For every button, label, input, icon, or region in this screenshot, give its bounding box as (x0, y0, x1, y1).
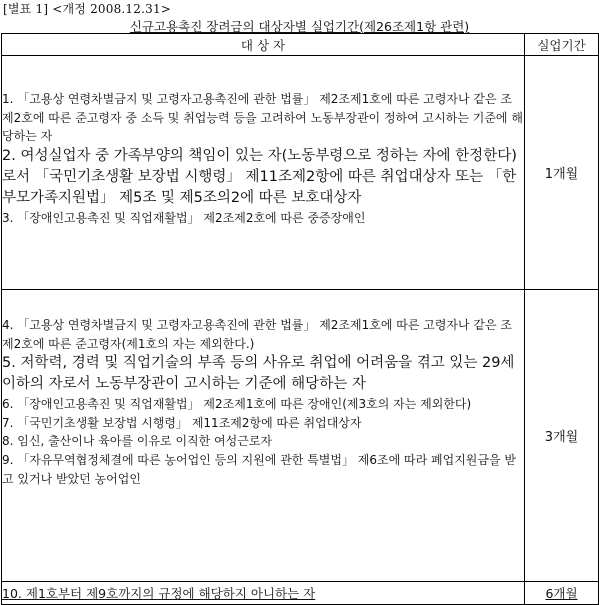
list-item: 9. 「자유무역협정체결에 따른 농어업인 등의 지원에 관한 특별법」 제6조에 따라 폐업지원금을 받고 있거나 받았던 농어업인 (2, 452, 516, 486)
list-item: 8. 임신, 출산이나 육아를 이유로 이직한 여성근로자 (2, 434, 273, 449)
appendix-tag: [별표 1] (3, 2, 49, 16)
list-item: 5. 저학력, 경력 및 직업기술의 부족 등의 사유로 취업에 어려움을 겪고 있는 29세 이하의 자로서 노동부장관이 고시하는 기준에 해당하는 자 (2, 355, 515, 393)
appendix-header (3, 0, 171, 17)
list-item: 1. 「고용상 연령차별금지 및 고령자고용촉진에 관한 법률」 제2조제1호에 따른 고령자나 같은 조 제2호에 따른 준고령자 중 소득 및 취업능력 등을 고려하여 노동부장관이 정하여 고시하는 기준에 해당하는 자 (2, 92, 523, 144)
eligibility-table (1, 33, 599, 605)
document-title: 신규고용촉진 장려금의 대상자별 실업기간(제26조제1항 관련) (129, 19, 470, 34)
table-row (2, 582, 599, 605)
list-item: 3. 「장애인고용촉진 및 직업재활법」 제2조제2호에 따른 중증장애인 (2, 210, 366, 225)
list-item: 7. 「국민기초생활 보장법 시행령」 제11조제2항에 따른 취업대상자 (2, 415, 362, 430)
table-row (2, 290, 599, 582)
list-item: 2. 여성실업자 중 가족부양의 책임이 있는 자(노동부령으로 정하는 자에 한정한다)로서 「국민기초생활 보장법 시행령」 제11조제2항에 따른 취업대상자 또는 「한부모가족지원법」 제5조 및 제5조의2에 따른 보호대상자 (2, 147, 517, 206)
target-cell (2, 290, 525, 582)
target-cell (2, 56, 525, 290)
list-item: 6. 「장애인고용촉진 및 직업재활법」 제2조제1호에 따른 장애인(제3호의 자는 제외한다) (2, 397, 472, 412)
period-cell: 6개월 (525, 582, 599, 605)
list-item: 4. 「고용상 연령차별금지 및 고령자고용촉진에 관한 법률」 제2조제1호에 따른 고령자나 같은 조 제2호에 따른 준고령자(제1호의 자는 제외한다.) (2, 318, 513, 351)
column-header-target: 대 상 자 (2, 34, 525, 56)
revision-note: <개정 2008.12.31> (52, 2, 172, 16)
period-cell: 3개월 (525, 290, 599, 582)
column-header-period: 실업기간 (525, 34, 599, 56)
period-cell: 1개월 (525, 56, 599, 290)
target-cell: 10. 제1호부터 제9호까지의 규정에 해당하지 아니하는 자 (2, 582, 525, 605)
table-header-row (2, 34, 599, 56)
table-row (2, 56, 599, 290)
